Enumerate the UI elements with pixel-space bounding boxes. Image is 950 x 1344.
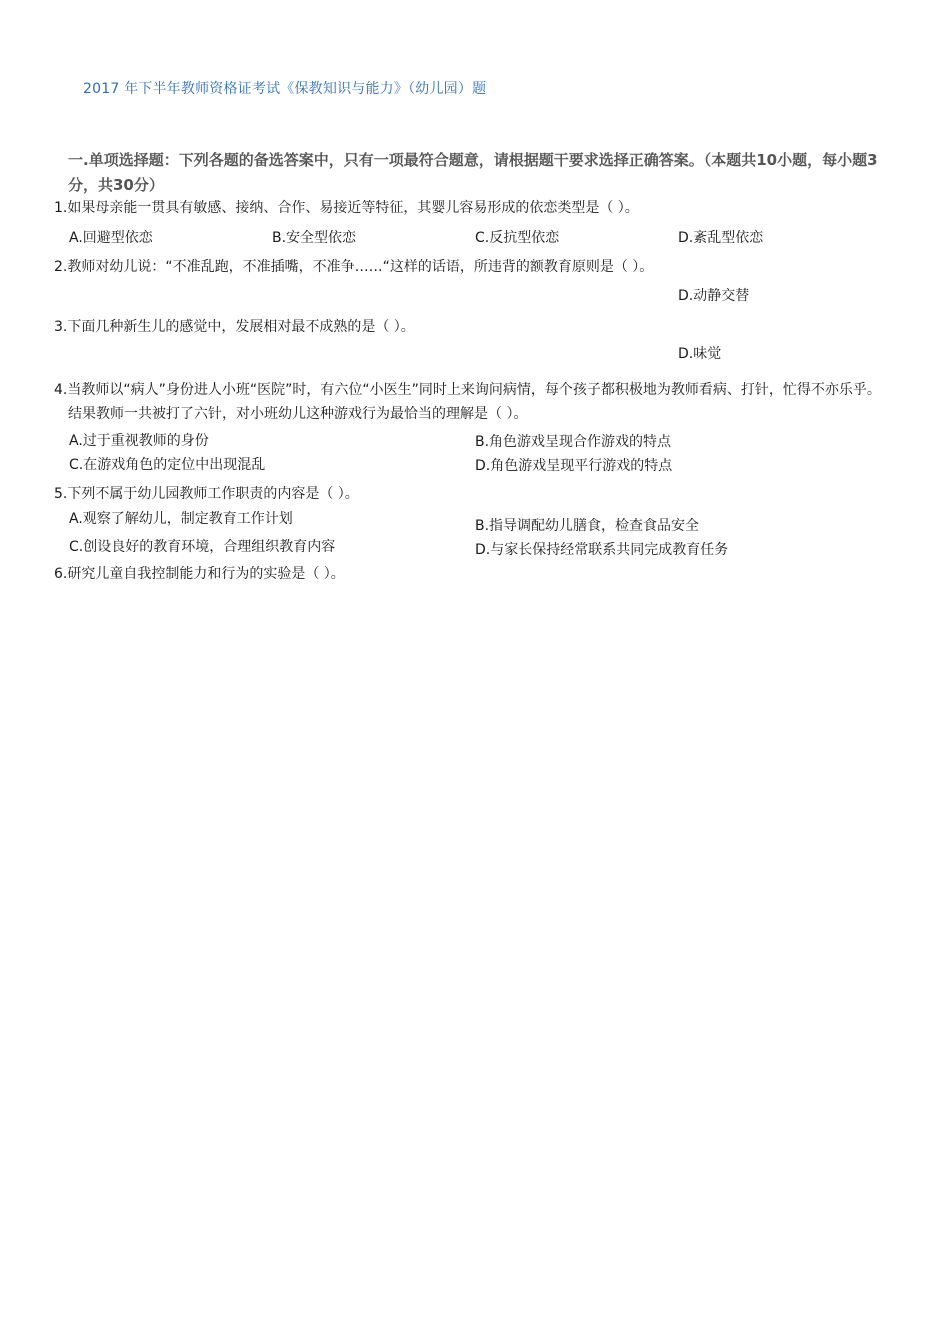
question-2-text: 2.教师对幼儿说：“不准乱跑，不准插嘴，不准争……“这样的话语，所违背的额教育原则是（ ）。 — [54, 259, 654, 275]
question-5-option-b: B.指导调配幼儿膳食，检查食品安全 — [475, 518, 700, 534]
question-4-option-c: C.在游戏角色的定位中出现混乱 — [69, 457, 266, 473]
question-1-option-c: C.反抗型依恋 — [475, 230, 560, 246]
question-4-option-b: B.角色游戏呈现合作游戏的特点 — [475, 434, 672, 450]
question-4-option-d: D.角色游戏呈现平行游戏的特点 — [475, 458, 673, 474]
question-3-option-d: D.味觉 — [678, 346, 722, 362]
question-1-option-b: B.安全型依恋 — [272, 230, 357, 246]
document-title: 2017 年下半年教师资格证考试《保教知识与能力》（幼儿园）题 — [83, 81, 487, 97]
question-1-option-a: A.回避型依恋 — [69, 230, 153, 246]
question-1-text: 1.如果母亲能一贯具有敏感、接纳、合作、易接近等特征，其婴儿容易形成的依恋类型是（ ）。 — [54, 200, 639, 216]
question-3-text: 3.下面几种新生儿的感觉中，发展相对最不成熟的是（ ）。 — [54, 319, 415, 335]
question-5-text: 5.下列不属于幼儿园教师工作职责的内容是（ ）。 — [54, 486, 359, 502]
question-4-option-a: A.过于重视教师的身份 — [69, 433, 209, 449]
question-5-option-c: C.创设良好的教育环境，合理组织教育内容 — [69, 539, 336, 555]
question-5-option-d: D.与家长保持经常联系共同完成教育任务 — [475, 542, 729, 558]
question-5-option-a: A.观察了解幼儿，制定教育工作计划 — [69, 511, 293, 527]
question-4-text: 4.当教师以“病人”身份进人小班“医院”时，有六位“小医生”同时上来询问病情，每个孩子都积极地为教师看病、打针，忙得不亦乐乎。结果教师一共被打了六针，对小班幼儿这种游戏行为最恰当的理解是（ ）。 — [54, 382, 881, 422]
question-1-option-d: D.紊乱型依恋 — [678, 230, 764, 246]
section-header: 一.单项选择题：下列各题的备选答案中，只有一项最符合题意，请根据题干要求选择正确答案。（本题共10小题，每小题3分，共30分） — [68, 151, 878, 194]
question-2-option-d: D.动静交替 — [678, 288, 750, 304]
question-6-text: 6.研究儿童自我控制能力和行为的实验是（ ）。 — [54, 566, 345, 582]
